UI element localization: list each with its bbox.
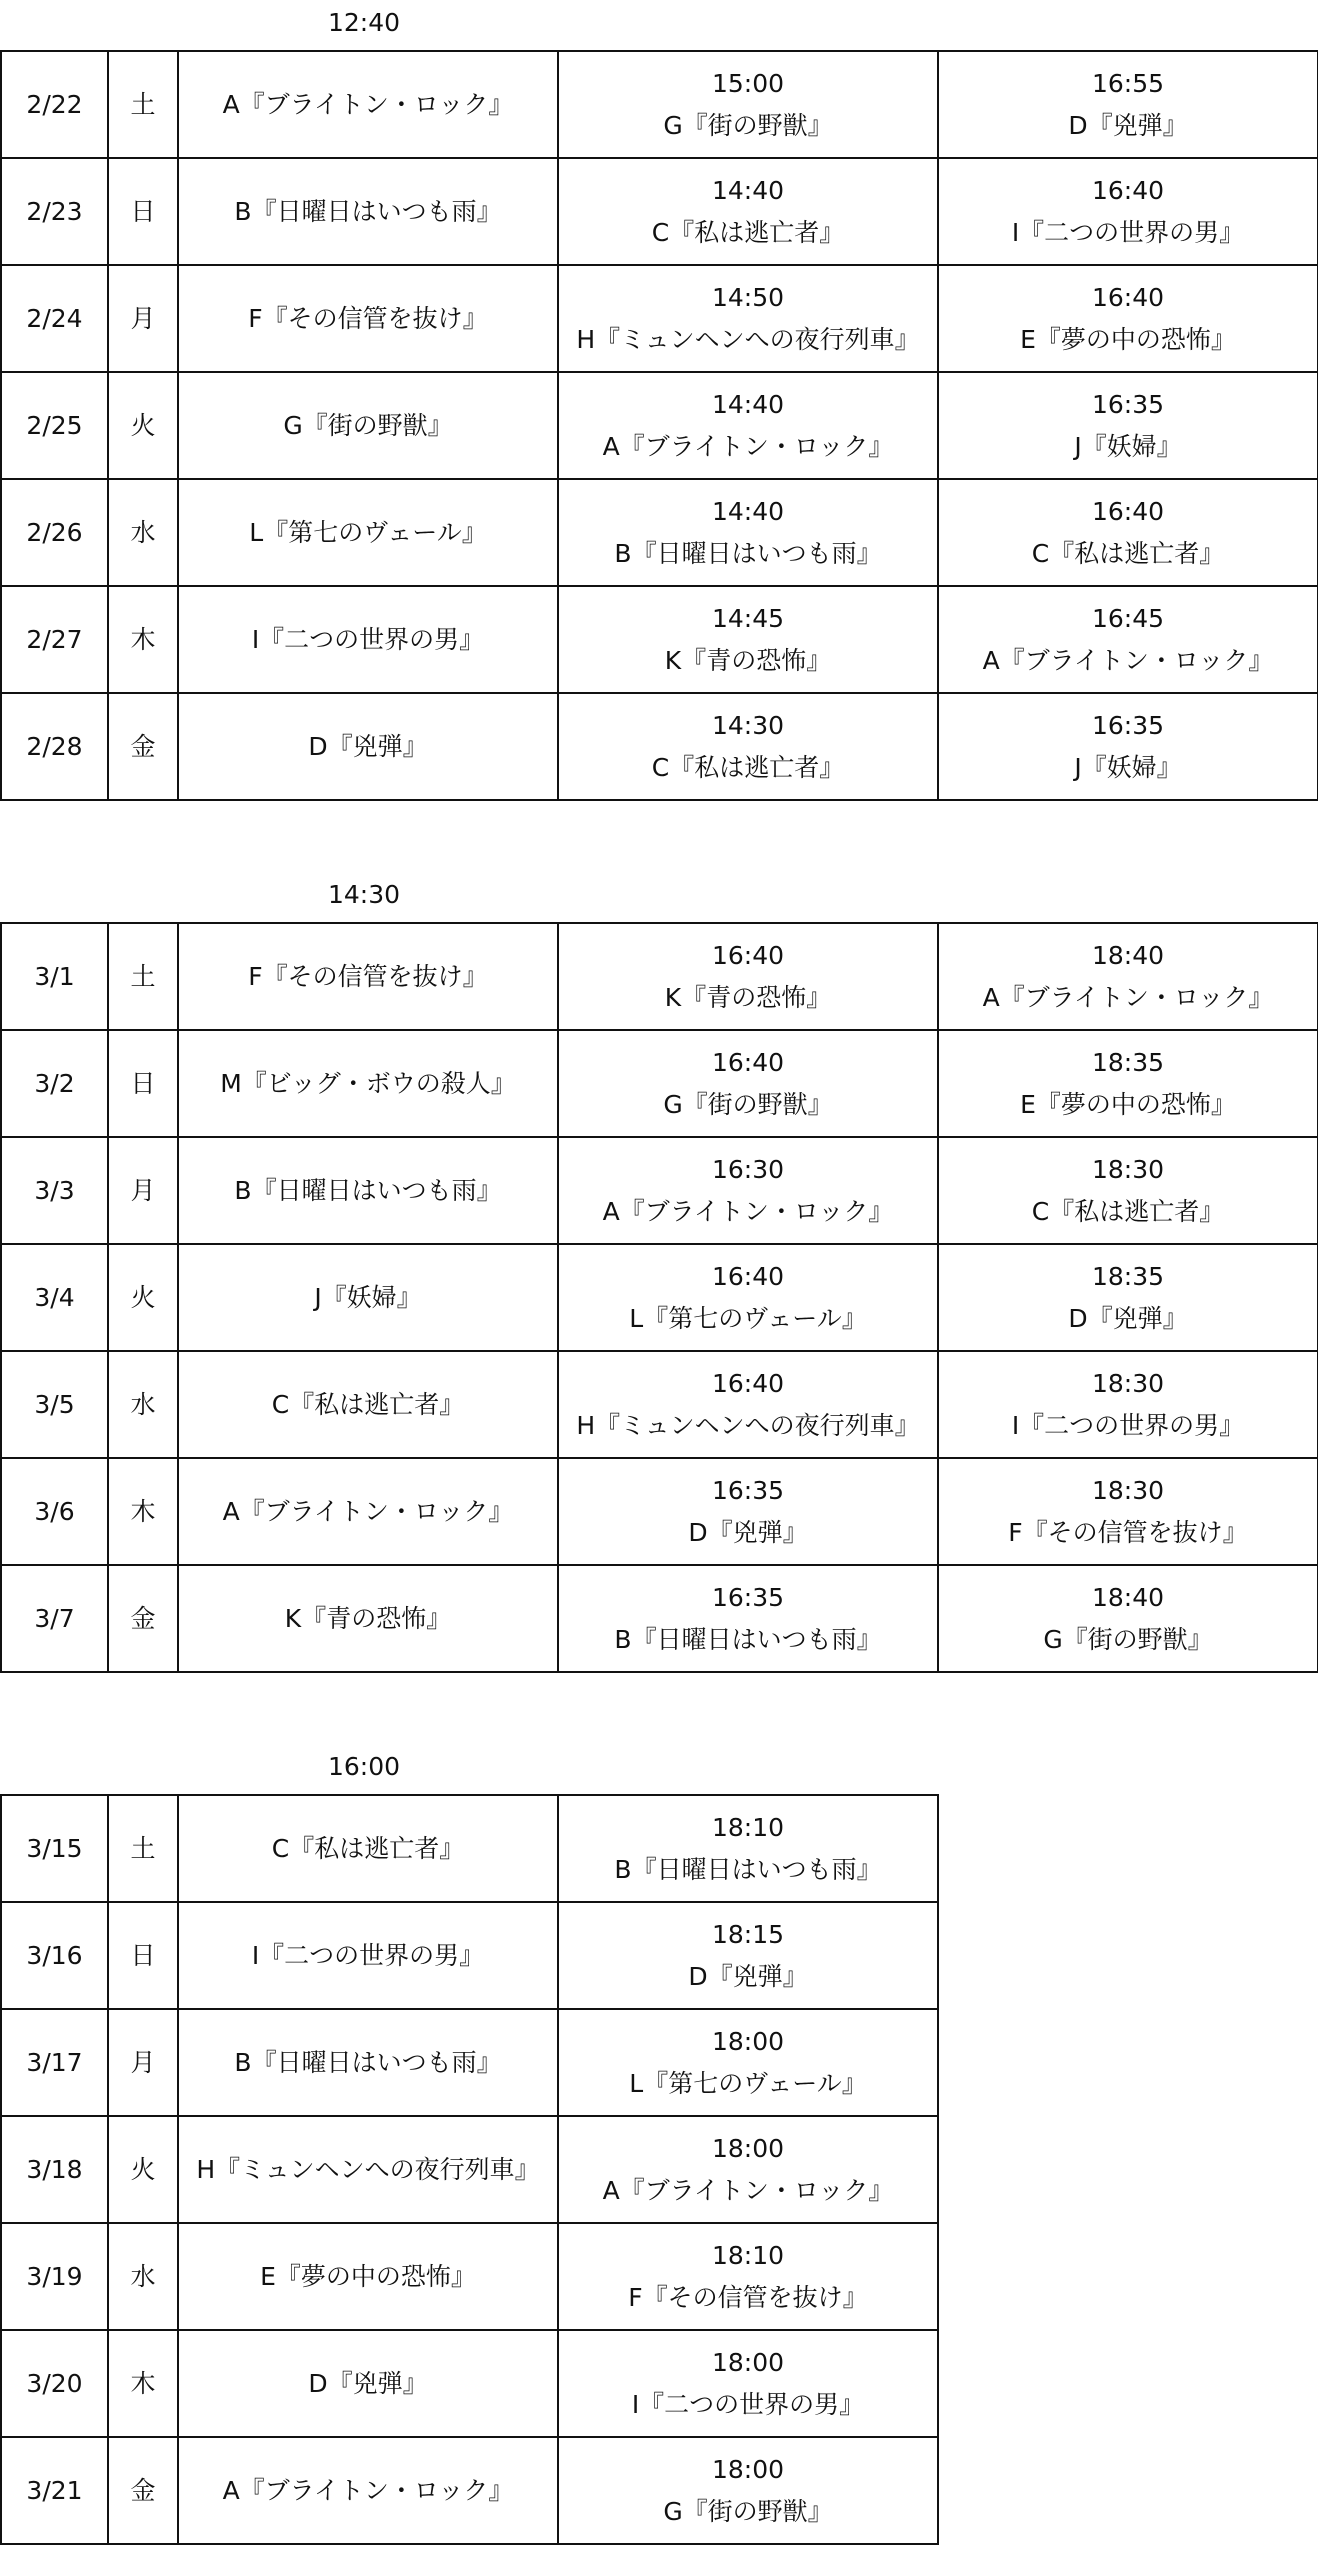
table-row xyxy=(1,479,1318,586)
screening-time: 16:40 xyxy=(711,1261,785,1291)
third-screening-cell xyxy=(938,1244,1318,1351)
second-screening-cell xyxy=(558,1351,938,1458)
third-screening-cell xyxy=(938,693,1318,800)
date-cell: 2/24 xyxy=(1,265,108,372)
weekday-cell: 金 xyxy=(108,693,178,800)
screening-title: G『街の野獣』 xyxy=(663,2496,833,2526)
date-cell: 2/25 xyxy=(1,372,108,479)
second-screening-cell xyxy=(558,1244,938,1351)
weekday-cell: 金 xyxy=(108,1565,178,1672)
first-screening-cell: A『ブライトン・ロック』 xyxy=(178,2437,558,2544)
date-cell: 3/2 xyxy=(1,1030,108,1137)
schedule-table xyxy=(0,50,1318,801)
date-cell: 2/28 xyxy=(1,693,108,800)
third-screening-cell xyxy=(938,265,1318,372)
third-screening-cell xyxy=(938,372,1318,479)
screening-time: 14:30 xyxy=(711,710,785,740)
second-screening-cell xyxy=(558,1795,938,1902)
date-cell: 3/20 xyxy=(1,2330,108,2437)
screening-title: B『日曜日はいつも雨』 xyxy=(614,538,882,568)
date-cell: 3/21 xyxy=(1,2437,108,2544)
first-screening-cell: H『ミュンヘンへの夜行列車』 xyxy=(178,2116,558,2223)
weekday-cell: 火 xyxy=(108,2116,178,2223)
screening-time: 14:45 xyxy=(711,603,785,633)
first-screening-cell: C『私は逃亡者』 xyxy=(178,1795,558,1902)
first-screening-cell: I『二つの世界の男』 xyxy=(178,1902,558,2009)
screening-time: 18:30 xyxy=(1091,1368,1165,1398)
date-cell: 3/6 xyxy=(1,1458,108,1565)
date-cell: 2/23 xyxy=(1,158,108,265)
weekday-cell: 水 xyxy=(108,2223,178,2330)
screening-time: 16:30 xyxy=(711,1154,785,1184)
second-screening-cell xyxy=(558,51,938,158)
screening-title: E『夢の中の恐怖』 xyxy=(1020,1089,1236,1119)
second-screening-cell xyxy=(558,1565,938,1672)
weekday-cell: 水 xyxy=(108,479,178,586)
table-row xyxy=(1,923,1318,1030)
screening-time: 16:40 xyxy=(1091,282,1165,312)
second-screening-cell xyxy=(558,2223,938,2330)
screening-time: 18:10 xyxy=(711,1812,785,1842)
screening-title: H『ミュンヘンへの夜行列車』 xyxy=(576,1410,920,1440)
screening-title: D『兇弾』 xyxy=(1068,110,1188,140)
screening-time: 18:30 xyxy=(1091,1475,1165,1505)
first-screening-cell: B『日曜日はいつも雨』 xyxy=(178,1137,558,1244)
table-row xyxy=(1,2223,938,2330)
screening-time: 16:35 xyxy=(711,1475,785,1505)
screening-time: 16:55 xyxy=(1091,68,1165,98)
weekday-cell: 月 xyxy=(108,1137,178,1244)
table-row xyxy=(1,2437,938,2544)
first-screening-cell: G『街の野獣』 xyxy=(178,372,558,479)
first-screening-cell: E『夢の中の恐怖』 xyxy=(178,2223,558,2330)
weekday-cell: 木 xyxy=(108,1458,178,1565)
screening-title: A『ブライトン・ロック』 xyxy=(982,645,1274,675)
screening-time: 18:35 xyxy=(1091,1261,1165,1291)
screening-time: 18:00 xyxy=(711,2133,785,2163)
screening-title: J『妖婦』 xyxy=(1074,752,1182,782)
first-screening-cell: K『青の恐怖』 xyxy=(178,1565,558,1672)
weekday-cell: 月 xyxy=(108,265,178,372)
screening-time: 16:40 xyxy=(1091,496,1165,526)
screening-title: B『日曜日はいつも雨』 xyxy=(614,1624,882,1654)
table-row xyxy=(1,1795,938,1902)
date-cell: 2/27 xyxy=(1,586,108,693)
table-row xyxy=(1,265,1318,372)
table-row xyxy=(1,1137,1318,1244)
third-screening-cell xyxy=(938,1137,1318,1244)
second-screening-cell xyxy=(558,1137,938,1244)
second-screening-cell xyxy=(558,2437,938,2544)
weekday-cell: 水 xyxy=(108,1351,178,1458)
screening-time: 14:40 xyxy=(711,175,785,205)
screening-time: 14:40 xyxy=(711,389,785,419)
screening-time: 18:40 xyxy=(1091,1582,1165,1612)
second-screening-cell xyxy=(558,265,938,372)
table-row xyxy=(1,1458,1318,1565)
weekday-cell: 土 xyxy=(108,923,178,1030)
screening-title: A『ブライトン・ロック』 xyxy=(602,2175,894,2205)
second-screening-cell xyxy=(558,586,938,693)
first-screening-cell: B『日曜日はいつも雨』 xyxy=(178,2009,558,2116)
screening-title: C『私は逃亡者』 xyxy=(651,217,845,247)
second-screening-cell xyxy=(558,2330,938,2437)
weekday-cell: 月 xyxy=(108,2009,178,2116)
weekday-cell: 日 xyxy=(108,1902,178,2009)
section-start-time: 14:30 xyxy=(328,880,401,909)
screening-title: A『ブライトン・ロック』 xyxy=(602,431,894,461)
weekday-cell: 木 xyxy=(108,2330,178,2437)
second-screening-cell xyxy=(558,1030,938,1137)
screening-title: G『街の野獣』 xyxy=(663,1089,833,1119)
screening-time: 18:10 xyxy=(711,2240,785,2270)
first-screening-cell: L『第七のヴェール』 xyxy=(178,479,558,586)
screening-time: 18:15 xyxy=(711,1919,785,1949)
third-screening-cell xyxy=(938,1351,1318,1458)
first-screening-cell: F『その信管を抜け』 xyxy=(178,265,558,372)
screening-time: 15:00 xyxy=(711,68,785,98)
screening-title: D『兇弾』 xyxy=(1068,1303,1188,1333)
screening-title: I『二つの世界の男』 xyxy=(1011,1410,1245,1440)
second-screening-cell xyxy=(558,2009,938,2116)
table-row xyxy=(1,2009,938,2116)
weekday-cell: 火 xyxy=(108,1244,178,1351)
section-start-time: 16:00 xyxy=(328,1752,401,1781)
table-row xyxy=(1,693,1318,800)
second-screening-cell xyxy=(558,372,938,479)
date-cell: 3/19 xyxy=(1,2223,108,2330)
table-row xyxy=(1,2116,938,2223)
second-screening-cell xyxy=(558,479,938,586)
second-screening-cell xyxy=(558,1458,938,1565)
screening-title: A『ブライトン・ロック』 xyxy=(602,1196,894,1226)
screening-title: K『青の恐怖』 xyxy=(664,645,832,675)
screening-title: G『街の野獣』 xyxy=(663,110,833,140)
table-row xyxy=(1,1902,938,2009)
screening-time: 16:35 xyxy=(1091,389,1165,419)
screening-title: A『ブライトン・ロック』 xyxy=(982,982,1274,1012)
screening-time: 14:40 xyxy=(711,496,785,526)
date-cell: 3/3 xyxy=(1,1137,108,1244)
third-screening-cell xyxy=(938,1458,1318,1565)
second-screening-cell xyxy=(558,923,938,1030)
table-row xyxy=(1,2330,938,2437)
table-row xyxy=(1,158,1318,265)
screening-title: I『二つの世界の男』 xyxy=(631,2389,865,2419)
date-cell: 2/26 xyxy=(1,479,108,586)
table-row xyxy=(1,1565,1318,1672)
third-screening-cell xyxy=(938,479,1318,586)
first-screening-cell: A『ブライトン・ロック』 xyxy=(178,51,558,158)
section-start-time: 12:40 xyxy=(328,8,401,37)
weekday-cell: 土 xyxy=(108,1795,178,1902)
screening-time: 16:35 xyxy=(1091,710,1165,740)
second-screening-cell xyxy=(558,158,938,265)
screening-title: H『ミュンヘンへの夜行列車』 xyxy=(576,324,920,354)
screening-title: B『日曜日はいつも雨』 xyxy=(614,1854,882,1884)
table-row xyxy=(1,1351,1318,1458)
second-screening-cell xyxy=(558,693,938,800)
screening-time: 18:00 xyxy=(711,2454,785,2484)
third-screening-cell xyxy=(938,1565,1318,1672)
third-screening-cell xyxy=(938,586,1318,693)
screening-title: L『第七のヴェール』 xyxy=(629,1303,867,1333)
date-cell: 3/18 xyxy=(1,2116,108,2223)
third-screening-cell xyxy=(938,923,1318,1030)
first-screening-cell: D『兇弾』 xyxy=(178,693,558,800)
date-cell: 3/5 xyxy=(1,1351,108,1458)
first-screening-cell: F『その信管を抜け』 xyxy=(178,923,558,1030)
screening-time: 18:00 xyxy=(711,2026,785,2056)
first-screening-cell: J『妖婦』 xyxy=(178,1244,558,1351)
schedule-table-body xyxy=(1,51,1318,800)
screening-time: 18:30 xyxy=(1091,1154,1165,1184)
screening-time: 14:50 xyxy=(711,282,785,312)
screening-time: 16:35 xyxy=(711,1582,785,1612)
screening-time: 16:40 xyxy=(711,1368,785,1398)
screening-time: 18:00 xyxy=(711,2347,785,2377)
date-cell: 3/16 xyxy=(1,1902,108,2009)
screening-title: D『兇弾』 xyxy=(688,1961,808,1991)
screening-time: 16:45 xyxy=(1091,603,1165,633)
weekday-cell: 日 xyxy=(108,158,178,265)
screening-time: 16:40 xyxy=(711,940,785,970)
first-screening-cell: D『兇弾』 xyxy=(178,2330,558,2437)
first-screening-cell: C『私は逃亡者』 xyxy=(178,1351,558,1458)
schedule-table xyxy=(0,922,1318,1673)
screening-title: L『第七のヴェール』 xyxy=(629,2068,867,2098)
screening-title: E『夢の中の恐怖』 xyxy=(1020,324,1236,354)
date-cell: 3/15 xyxy=(1,1795,108,1902)
first-screening-cell: B『日曜日はいつも雨』 xyxy=(178,158,558,265)
date-cell: 2/22 xyxy=(1,51,108,158)
date-cell: 3/4 xyxy=(1,1244,108,1351)
second-screening-cell xyxy=(558,2116,938,2223)
table-row xyxy=(1,1030,1318,1137)
screening-time: 18:35 xyxy=(1091,1047,1165,1077)
screening-title: G『街の野獣』 xyxy=(1043,1624,1213,1654)
screening-title: I『二つの世界の男』 xyxy=(1011,217,1245,247)
table-row xyxy=(1,372,1318,479)
first-screening-cell: M『ビッグ・ボウの殺人』 xyxy=(178,1030,558,1137)
weekday-cell: 木 xyxy=(108,586,178,693)
screening-title: C『私は逃亡者』 xyxy=(1031,538,1225,568)
screening-time: 16:40 xyxy=(711,1047,785,1077)
schedule-table-body xyxy=(1,1795,938,2544)
screening-title: C『私は逃亡者』 xyxy=(651,752,845,782)
table-row xyxy=(1,586,1318,693)
first-screening-cell: A『ブライトン・ロック』 xyxy=(178,1458,558,1565)
second-screening-cell xyxy=(558,1902,938,2009)
screening-title: F『その信管を抜け』 xyxy=(1008,1517,1248,1547)
screening-title: F『その信管を抜け』 xyxy=(628,2282,868,2312)
table-row xyxy=(1,1244,1318,1351)
screening-title: D『兇弾』 xyxy=(688,1517,808,1547)
screening-time: 18:40 xyxy=(1091,940,1165,970)
date-cell: 3/7 xyxy=(1,1565,108,1672)
weekday-cell: 日 xyxy=(108,1030,178,1137)
screening-time: 16:40 xyxy=(1091,175,1165,205)
weekday-cell: 火 xyxy=(108,372,178,479)
third-screening-cell xyxy=(938,158,1318,265)
schedule-table-body xyxy=(1,923,1318,1672)
first-screening-cell: I『二つの世界の男』 xyxy=(178,586,558,693)
screening-title: J『妖婦』 xyxy=(1074,431,1182,461)
screening-title: K『青の恐怖』 xyxy=(664,982,832,1012)
date-cell: 3/1 xyxy=(1,923,108,1030)
screening-title: C『私は逃亡者』 xyxy=(1031,1196,1225,1226)
third-screening-cell xyxy=(938,1030,1318,1137)
weekday-cell: 金 xyxy=(108,2437,178,2544)
weekday-cell: 土 xyxy=(108,51,178,158)
table-row xyxy=(1,51,1318,158)
schedule-table xyxy=(0,1794,939,2545)
third-screening-cell xyxy=(938,51,1318,158)
date-cell: 3/17 xyxy=(1,2009,108,2116)
